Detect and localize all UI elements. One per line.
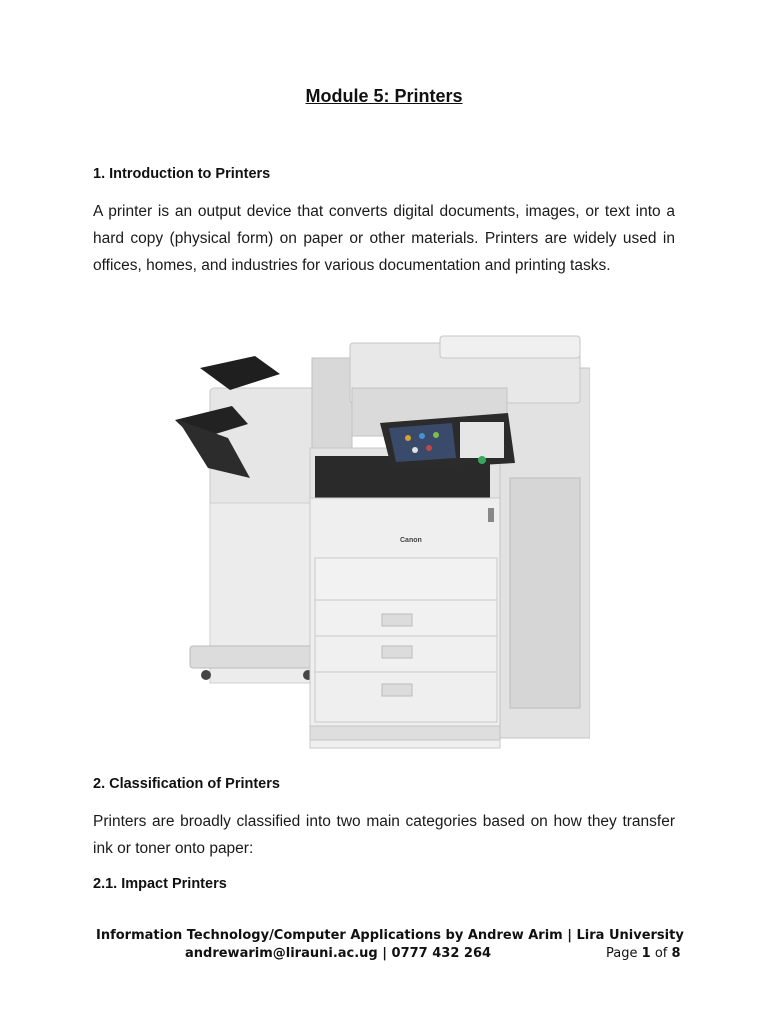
- section-body-classification: Printers are broadly classified into two main categories based on how they transfer ink or toner onto paper:: [93, 813, 675, 857]
- page-number: [606, 946, 681, 961]
- brand-label: Canon: [400, 537, 422, 544]
- section-heading-introduction: 1. Introduction to Printers: [93, 166, 271, 182]
- page-word: Page: [606, 946, 638, 961]
- footer-course-line: Information Technology/Computer Applications by Andrew Arim | Lira University: [96, 928, 684, 943]
- page-current: 1: [641, 946, 651, 961]
- printer-figure: [170, 328, 590, 758]
- page-title: Module 5: Printers: [305, 86, 463, 106]
- section-heading-impact-printers: 2.1. Impact Printers: [93, 876, 227, 892]
- footer-contact-line: andrewarim@lirauni.ac.ug | 0777 432 264: [185, 946, 492, 961]
- section-body-introduction: A printer is an output device that converts digital documents, images, or text into a hard copy (physical form) on paper or other materials. Printers are widely used in offices, homes, and industries for various documentation and printing tasks.: [93, 203, 675, 274]
- page-total: 8: [671, 946, 681, 961]
- main-copier-body: [310, 336, 590, 748]
- section-heading-classification: 2. Classification of Printers: [93, 776, 280, 792]
- page-of: of: [654, 946, 668, 961]
